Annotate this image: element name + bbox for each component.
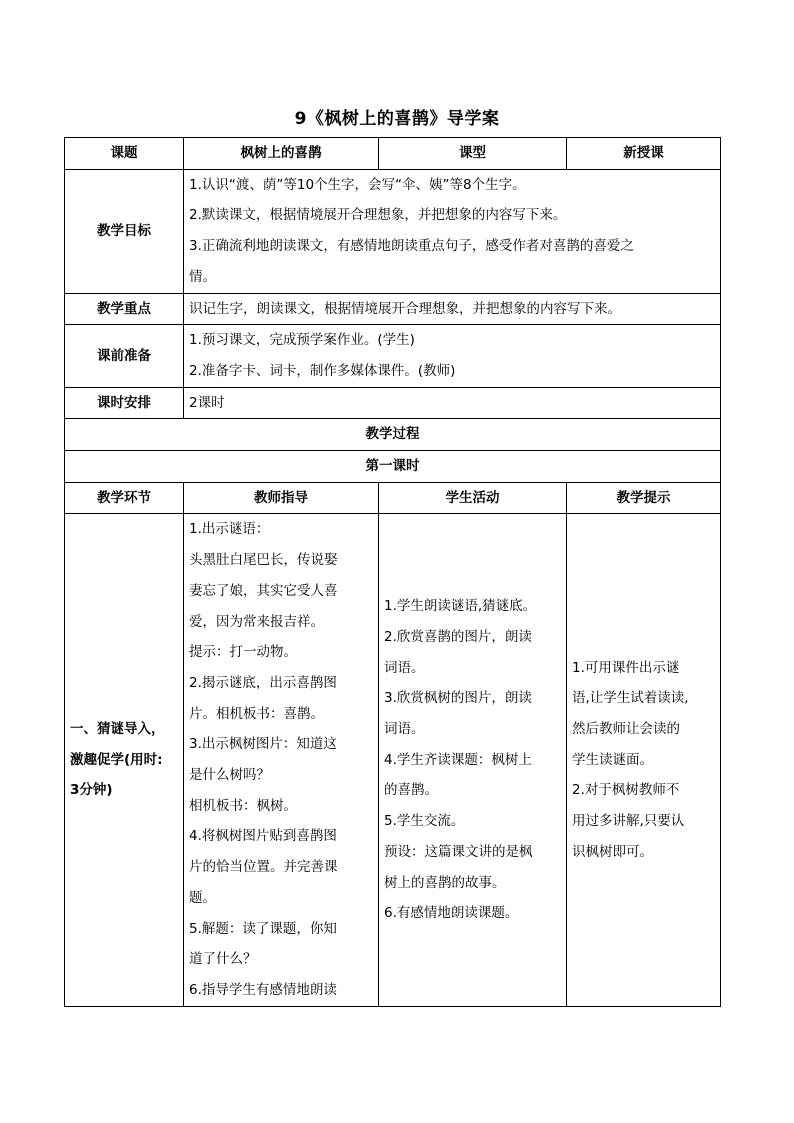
key-points-row xyxy=(65,293,721,325)
preparation-row xyxy=(65,325,721,387)
lesson-title: 第一课时 xyxy=(65,451,721,483)
tip-line: 用过多讲解,只要认 xyxy=(572,813,685,830)
lesson-plan-table xyxy=(64,137,721,1007)
type-value: 新授课 xyxy=(567,138,721,170)
process-title: 教学过程 xyxy=(65,419,721,451)
teacher-line: 题。 xyxy=(189,889,216,906)
tip-line: 学生读谜面。 xyxy=(572,751,653,768)
segment-row xyxy=(65,514,721,1006)
teacher-line: 爱，因为常来报吉祥。 xyxy=(189,613,324,630)
student-line: 6.有感情地朗读课题。 xyxy=(384,905,519,922)
teacher-line: 2.揭示谜底，出示喜鹊图 xyxy=(189,674,337,691)
teacher-line: 3.出示枫树图片：知道这 xyxy=(189,736,337,753)
student-line: 5.学生交流。 xyxy=(384,813,465,830)
student-line: 的喜鹊。 xyxy=(384,782,438,799)
tip-line: 2.对于枫树教师不 xyxy=(572,782,680,799)
preparation-content xyxy=(184,325,721,387)
teacher-line: 片。相机板书：喜鹊。 xyxy=(189,705,324,722)
student-line: 词语。 xyxy=(384,721,425,737)
teacher-line: 道了什么？ xyxy=(189,951,257,968)
tip-line: 1.可用课件出示谜 xyxy=(572,659,680,676)
segment-name-line: 3分钟) xyxy=(70,782,113,799)
goal-line: 1.认识“渡、荫”等10个生字，会写“伞、姨”等8个生字。 xyxy=(189,176,526,193)
student-line: 2.欣赏喜鹊的图片，朗读 xyxy=(384,628,532,645)
teacher-line: 4.将枫树图片贴到喜鹊图 xyxy=(189,828,337,845)
info-row xyxy=(65,138,721,170)
topic-value: 枫树上的喜鹊 xyxy=(184,138,379,170)
column-header: 教学环节 xyxy=(65,482,184,514)
goals-row xyxy=(65,169,721,293)
tip-line: 然后教师让会读的 xyxy=(572,721,680,737)
column-header: 学生活动 xyxy=(379,482,567,514)
teacher-line: 是什么树吗？ xyxy=(189,767,270,784)
segment-name-line: 一、猜谜导入， xyxy=(70,721,165,737)
student-line: 树上的喜鹊的故事。 xyxy=(384,874,506,891)
column-header-row xyxy=(65,482,721,514)
student-line: 1.学生朗读谜语,猜谜底。 xyxy=(384,598,537,615)
topic-label: 课题 xyxy=(65,138,184,170)
schedule-value: 2课时 xyxy=(184,387,721,419)
tip-line: 语,让学生试着读读, xyxy=(572,690,689,707)
teacher-line: 5.解题：读了课题，你知 xyxy=(189,920,337,937)
segment-name xyxy=(65,514,184,1006)
key-points-label: 教学重点 xyxy=(65,293,184,325)
goal-line: 3.正确流利地朗读课文，有感情地朗读重点句子，感受作者对喜鹊的喜爱之 xyxy=(189,238,634,255)
student-activity xyxy=(379,514,567,1006)
lesson-title-row xyxy=(65,451,721,483)
tip-line: 识枫树即可。 xyxy=(572,843,653,860)
schedule-label: 课时安排 xyxy=(65,387,184,419)
teaching-tips xyxy=(567,514,721,1006)
type-label: 课型 xyxy=(379,138,567,170)
column-header: 教师指导 xyxy=(184,482,379,514)
key-points-text: 识记生字，朗读课文，根据情境展开合理想象，并把想象的内容写下来。 xyxy=(184,293,721,325)
column-header: 教学提示 xyxy=(567,482,721,514)
goals-label: 教学目标 xyxy=(65,169,184,293)
teacher-line: 妻忘了娘，其实它受人喜 xyxy=(189,582,338,599)
process-title-row xyxy=(65,419,721,451)
student-line: 3.欣赏枫树的图片，朗读 xyxy=(384,690,532,707)
preparation-line: 2.准备字卡、词卡，制作多媒体课件。(教师) xyxy=(189,362,456,379)
teacher-line: 头黑肚白尾巴长，传说娶 xyxy=(189,552,338,569)
schedule-row xyxy=(65,387,721,419)
teacher-line: 1.出示谜语： xyxy=(189,521,270,538)
student-line: 4.学生齐读课题：枫树上 xyxy=(384,751,532,768)
student-line: 预设：这篇课文讲的是枫 xyxy=(384,843,533,860)
teacher-line: 片的恰当位置。并完善课 xyxy=(189,859,338,876)
student-line: 词语。 xyxy=(384,659,425,676)
document-title: 9《枫树上的喜鹊》导学案 xyxy=(294,109,500,129)
teacher-guidance xyxy=(184,514,379,1006)
preparation-line: 1.预习课文，完成预学案作业。(学生) xyxy=(189,332,415,349)
goal-line: 2.默读课文，根据情境展开合理想象，并把想象的内容写下来。 xyxy=(189,207,567,224)
goal-line: 情。 xyxy=(189,268,216,285)
segment-name-line: 激趣促学(用时: xyxy=(70,751,163,768)
teacher-line: 6.指导学生有感情地朗读 xyxy=(189,981,337,998)
teacher-line: 提示：打一动物。 xyxy=(189,644,297,661)
teacher-line: 相机板书：枫树。 xyxy=(189,797,297,814)
preparation-label: 课前准备 xyxy=(65,325,184,387)
goals-content xyxy=(184,169,721,293)
